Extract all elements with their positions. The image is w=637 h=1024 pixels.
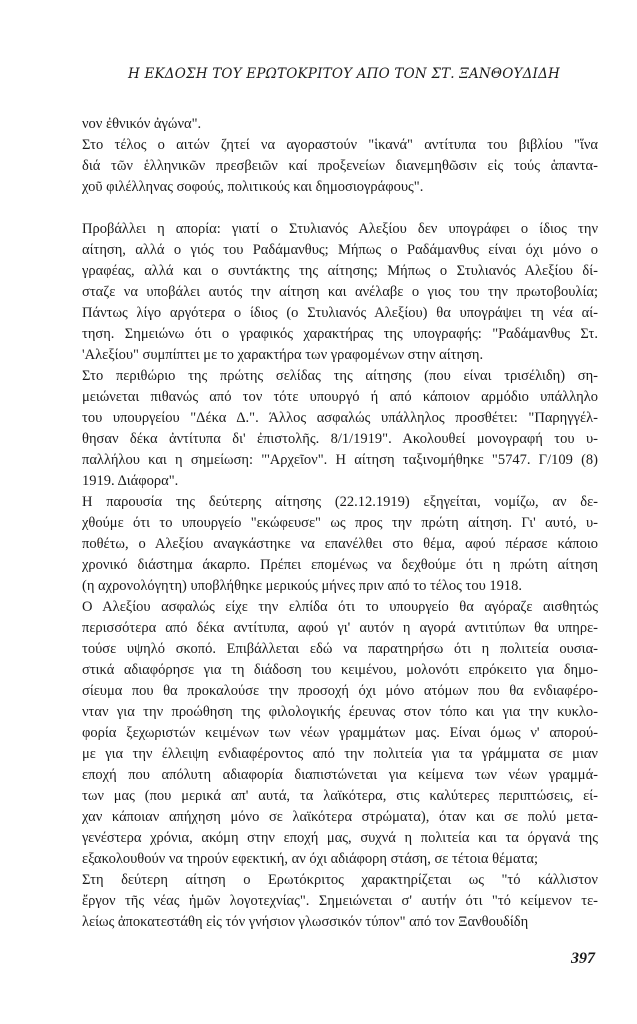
text-line: γραφέας, αλλά και ο συντάκτης της αίτησης; Μήπως ο Στυλιανός Αλεξίου δί-	[82, 263, 598, 279]
text-line: φορία ξεχωριστών κειμένων των νέων γραμμάτων μας. Είναι όμως ν' απορού-	[82, 725, 598, 741]
text-line: με για την έλλειψη ενδιαφέροντος από την πολιτεία για τα γράμματα σε μιαν	[82, 746, 598, 762]
text-line: τούσε υψηλό σκοπό. Επιβάλλεται εδώ να παρατηρήσω ότι η πολιτεία ουσια-	[82, 641, 598, 657]
running-header: Η ΕΚΔΟΣΗ ΤΟΥ ΕΡΩΤΟΚΡΙΤΟΥ ΑΠΟ ΤΟΝ ΣΤ. ΞΑΝΘΟΥΔΙΔΗ	[128, 66, 560, 82]
text-line: νταν για την προώθηση της φιλολογικής έρευνας στον τόπο και για την κυκλο-	[82, 704, 598, 720]
text-line: μειώνεται πιθανώς από τον τότε υπουργό ή από κάποιον αρμόδιο υπάλληλο	[82, 389, 598, 405]
text-line: θησαν δέκα ἀντίτυπα δι' ἐπιστολῆς. 8/1/1919". Ακολουθεί μονογραφή του υ-	[82, 431, 598, 447]
text-line: χθούμε ότι το υπουργείο "εκώφευσε" ως προς την πρώτη αίτηση. Γι' αυτό, υ-	[82, 515, 598, 531]
text-line: στικά αδιαφόρησε για τη διάδοση του κειμένου, μολονότι επρόκειτο για δημο-	[82, 662, 598, 678]
text-line: παλλήλου και η σημείωση: "'Αρχεῖον". Η αίτηση ταξινομήθηκε "5747. Γ/109 (8)	[82, 452, 598, 468]
text-line: σταζε να υποβάλει αυτός την αίτηση και ανέλαβε ο γιος του την πρωτοβουλία;	[82, 284, 598, 300]
text-line: του υπουργείου "Δέκα Δ.". Άλλος ασφαλώς υπάλληλος προσθέτει: "Παρηγγέλ-	[82, 410, 598, 426]
text-line: (η αχρονολόγητη) υποβλήθηκε μερικούς μήνες πριν από το τέλος του 1918.	[82, 578, 523, 594]
text-line: λείως ἀποκατεστάθη εἰς τόν γνήσιον γλωσσικόν τύπον" από τον Ξανθουδίδη	[82, 914, 529, 930]
paragraph	[82, 219, 598, 366]
text-line: γενέστερα χρόνια, ακόμη στην εποχή μας, συχνά η πολιτεία και τα όργανά της	[82, 830, 598, 846]
text-line: χοῦ φιλέλληνας σοφούς, πολιτικούς και δημοσιογράφους".	[82, 179, 424, 195]
page-number: 397	[571, 950, 595, 967]
text-line: χαν κάποιαν απήχηση μόνο σε λαϊκότερα στρώματα), όταν και σε πολύ μετα-	[82, 809, 598, 825]
text-line: τηση. Σημειώνω ότι ο γραφικός χαρακτήρας της υπογραφής: "Ραδάμανθυς Στ.	[82, 326, 598, 342]
paragraph	[82, 597, 598, 870]
text-line: εποχή που απόλυτη αδιαφορία διαπιστώνεται για κείμενα των νέων γραμμά-	[82, 767, 598, 783]
text-line: ποθέτω, ο Αλεξίου αναγκάστηκε να επανέλθει στο θέμα, αφού πέρασε κάποιο	[82, 536, 598, 552]
text-line: περισσότερα από δέκα αντίτυπα, αφού γι' αυτόν η αγορά αντιτύπων θα υπηρε-	[82, 620, 598, 636]
body-text	[82, 114, 598, 933]
text-line: των μας (που μερικά απ' αυτά, τα λαϊκότερα, στις καλύτερες περιπτώσεις, εί-	[82, 788, 598, 804]
text-line: ἔργον τῆς νέας ἡμῶν λογοτεχνίας". Σημειώνεται σ' αυτήν ότι "τό κείμενον τε-	[82, 893, 598, 909]
text-line: σίευμα που θα προκαλούσε την προσοχή όχι μόνο ατόμων που θα ενδιαφέρο-	[82, 683, 598, 699]
text-line: εξακολουθούν να τηρούν εφεκτική, αν όχι αδιάφορη στάση, σε τέτοια θέματα;	[82, 851, 538, 867]
text-line: διά τῶν ἑλληνικῶν πρεσβειῶν καί προξενείων διανεμηθῶσιν εἰς τούς ἁπαντα-	[82, 158, 598, 174]
text-line: χρονικό διάστημα άκαρπο. Πρέπει επομένως να δεχθούμε ότι η πρώτη αίτηση	[82, 557, 598, 573]
text-line: 'Αλεξίου" συμπίπτει με το χαρακτήρα των γραφομένων στην αίτηση.	[82, 347, 484, 363]
text-line: Στο περιθώριο της πρώτης σελίδας της αίτησης (που είναι τρισέλιδη) ση-	[82, 368, 598, 384]
paragraph	[82, 114, 598, 135]
paragraph	[82, 492, 598, 597]
text-line: Πάντως λίγο αργότερα ο ίδιος (ο Στυλιανός Αλεξίου) θα υπογράψει τη νέα αί-	[82, 305, 598, 321]
text-line: Ο Αλεξίου ασφαλώς είχε την ελπίδα ότι το υπουργείο θα αγόραζε αισθητώς	[82, 599, 598, 615]
paragraph	[82, 366, 598, 492]
text-line: Στο τέλος ο αιτών ζητεί να αγοραστούν "ἱκανά" αντίτυπα του βιβλίου "ἵνα	[82, 137, 598, 153]
paragraph	[82, 870, 598, 933]
paragraph	[82, 135, 598, 198]
text-line: Στη δεύτερη αίτηση ο Ερωτόκριτος χαρακτηρίζεται ως "τό κάλλιστον	[82, 872, 598, 888]
text-line: Προβάλλει η απορία: γιατί ο Στυλιανός Αλεξίου δεν υπογράφει ο ίδιος την	[82, 221, 598, 237]
text-line: 1919. Διάφορα".	[82, 473, 179, 489]
text-line: αίτηση, αλλά ο γιός του Ραδάμανθυς; Μήπως ο Ραδάμανθυς είναι όχι μόνο ο	[82, 242, 598, 258]
text-line: Η παρουσία της δεύτερης αίτησης (22.12.1919) εξηγείται, νομίζω, αν δε-	[82, 494, 598, 510]
text-line: νον ἐθνικόν ἀγώνα".	[82, 116, 202, 132]
